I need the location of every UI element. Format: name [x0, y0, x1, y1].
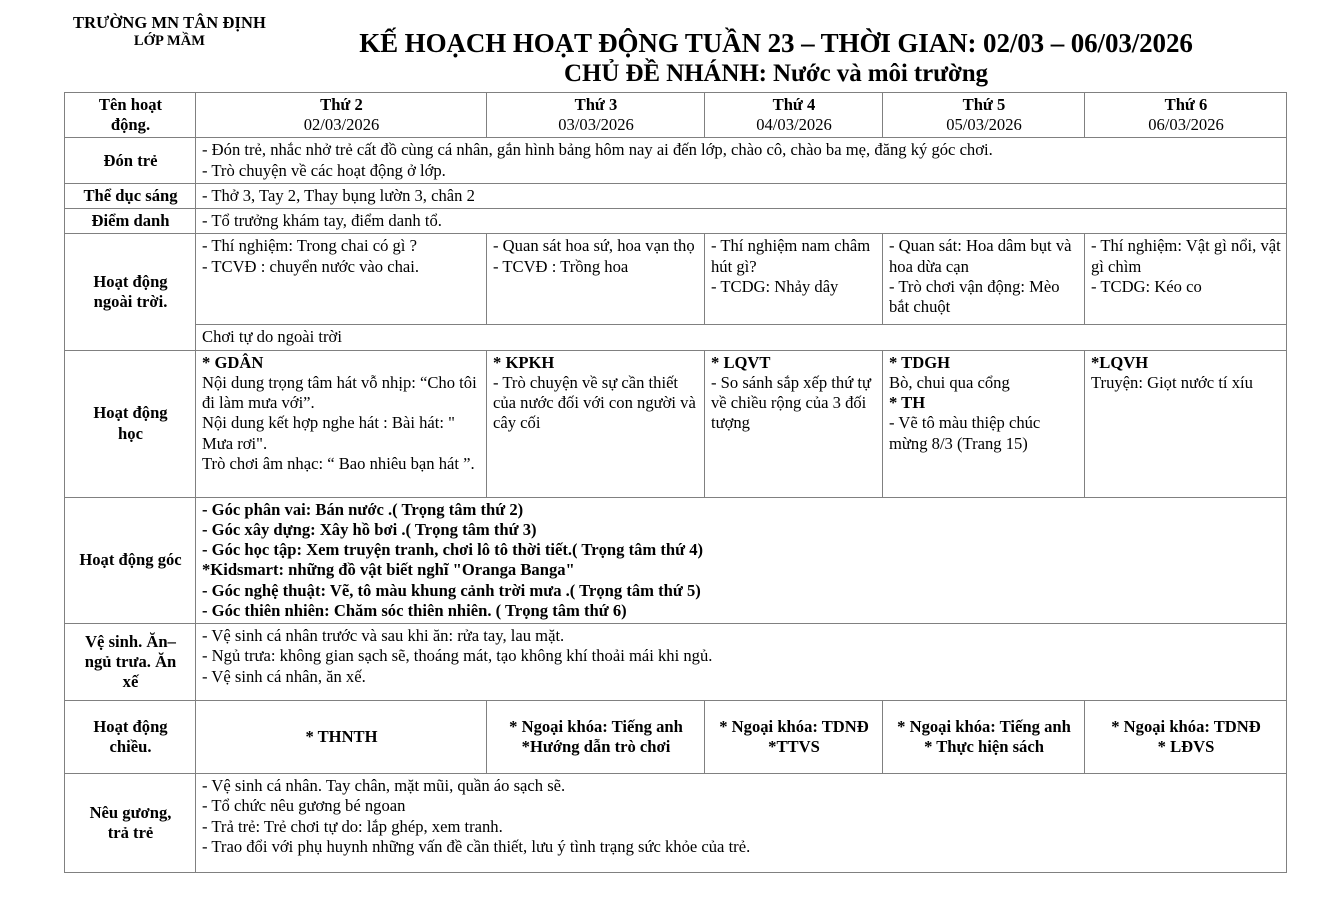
don-tre-line-1: - Đón trẻ, nhắc nhở trẻ cất đồ cùng cá nhân, gắn hình bảng hôm nay ai đến lớp, chào cô, chào ba mẹ, đăng ký góc chơi.	[202, 140, 993, 160]
table-row-neu-guong	[65, 774, 1287, 873]
table-row-hoat-dong-hoc	[65, 350, 1287, 497]
cell-hoc-day-3: * LQVT - So sánh sắp xếp thứ tự về chiều rộng của 3 đối tượng	[705, 350, 883, 497]
cell-ngoai-troi-day-1: - Thí nghiệm: Trong chai có gì ? - TCVĐ : chuyển nước vào chai.	[196, 234, 487, 325]
table-row-free-play	[65, 325, 1287, 350]
column-header-day-1: Thứ 2 02/03/2026	[196, 93, 487, 138]
row-label-hoat-dong-goc: Hoạt động góc	[65, 497, 196, 623]
school-identity-block	[62, 13, 277, 51]
column-header-day-4: Thứ 5 05/03/2026	[883, 93, 1085, 138]
cell-hoc-day-5: *LQVH Truyện: Giọt nước tí xíu	[1085, 350, 1287, 497]
cell-free-play: Chơi tự do ngoài trời	[196, 325, 1287, 350]
cell-chieu-day-1: * THNTH	[196, 701, 487, 774]
school-name: TRƯỜNG MN TÂN ĐỊNH	[73, 13, 266, 32]
cell-ngoai-troi-day-3: - Thí nghiệm nam châm hút gì? - TCDG: Nhảy dây	[705, 234, 883, 325]
cell-the-duc-sang-content: - Thở 3, Tay 2, Thay bụng lườn 3, chân 2	[196, 183, 1287, 208]
class-name: LỚP MẦM	[133, 33, 206, 50]
column-header-day-3: Thứ 4 04/03/2026	[705, 93, 883, 138]
cell-chieu-day-4: * Ngoại khóa: Tiếng anh * Thực hiện sách	[883, 701, 1085, 774]
table-row-don-tre	[65, 138, 1287, 183]
cell-ngoai-troi-day-4: - Quan sát: Hoa dâm bụt và hoa dừa cạn - Trò chơi vận động: Mèo bắt chuột	[883, 234, 1085, 325]
row-label-ngoai-troi: Hoạt động ngoài trời.	[65, 234, 196, 350]
cell-chieu-day-5: * Ngoại khóa: TDNĐ * LĐVS	[1085, 701, 1287, 774]
table-row-ve-sinh	[65, 624, 1287, 701]
column-header-activity-name: Tên hoạt động.	[65, 93, 196, 138]
row-label-the-duc-sang: Thể dục sáng	[65, 183, 196, 208]
table-header-row	[65, 93, 1287, 138]
don-tre-line-2: - Trò chuyện về các hoạt động ở lớp.	[202, 160, 446, 180]
cell-hoc-day-1: * GDÂN Nội dung trọng tâm hát vỗ nhịp: “Cho tôi đi làm mưa với”. Nội dung kết hợp nghe hát : Bài hát: " Mưa rơi". Trò chơi âm nhạc: “ Bao nhiêu bạn hát ”.	[196, 350, 487, 497]
cell-neu-guong-content: - Vệ sinh cá nhân. Tay chân, mặt mũi, quần áo sạch sẽ. - Tổ chức nêu gương bé ngoan - Trả trẻ: Trẻ chơi tự do: lắp ghép, xem tranh. - Trao đổi với phụ huynh những vấn đề cần thiết, lưu ý tình trạng sức khỏe của trẻ.	[196, 774, 1287, 873]
row-label-neu-guong: Nêu gương, trả trẻ	[65, 774, 196, 873]
page-subtitle: CHỦ ĐỀ NHÁNH: Nước và môi trường	[564, 60, 988, 88]
document-header	[0, 0, 1320, 86]
cell-hoc-day-4: * TDGH Bò, chui qua cổng * TH - Vẽ tô màu thiệp chúc mừng 8/3 (Trang 15)	[883, 350, 1085, 497]
cell-ngoai-troi-day-2: - Quan sát hoa sứ, hoa vạn thọ - TCVĐ : Trồng hoa	[487, 234, 705, 325]
row-label-hoat-dong-hoc: Hoạt động học	[65, 350, 196, 497]
table-row-hoat-dong-goc	[65, 497, 1287, 623]
document-title-block	[262, 28, 1290, 88]
column-header-day-5: Thứ 6 06/03/2026	[1085, 93, 1287, 138]
row-label-hoat-dong-chieu: Hoạt động chiều.	[65, 701, 196, 774]
row-label-don-tre: Đón trẻ	[65, 138, 196, 183]
row-label-ve-sinh: Vệ sinh. Ăn– ngủ trưa. Ăn xế	[65, 624, 196, 701]
cell-don-tre-content	[196, 138, 1287, 183]
cell-chieu-day-2: * Ngoại khóa: Tiếng anh *Hướng dẫn trò chơi	[487, 701, 705, 774]
table-row-diem-danh	[65, 209, 1287, 234]
table-row-ngoai-troi	[65, 234, 1287, 325]
row-label-diem-danh: Điểm danh	[65, 209, 196, 234]
page-title: KẾ HOẠCH HOẠT ĐỘNG TUẦN 23 – THỜI GIAN: 02/03 – 06/03/2026	[359, 28, 1193, 58]
cell-diem-danh-content: - Tổ trưởng khám tay, điểm danh tổ.	[196, 209, 1287, 234]
cell-hoat-dong-goc-content: - Góc phân vai: Bán nước .( Trọng tâm thứ 2) - Góc xây dựng: Xây hồ bơi .( Trọng tâm thứ 3) - Góc học tập: Xem truyện tranh, chơi lô tô thời tiết.( Trọng tâm thứ 4) *Kidsmart: những đồ vật biết nghĩ "Oranga Banga" - Góc nghệ thuật: Vẽ, tô màu khung cảnh trời mưa .( Trọng tâm thứ 5) - Góc thiên nhiên: Chăm sóc thiên nhiên. ( Trọng tâm thứ 6)	[196, 497, 1287, 623]
column-header-day-2: Thứ 3 03/03/2026	[487, 93, 705, 138]
cell-hoc-day-2: * KPKH - Trò chuyện về sự cần thiết của nước đối với con người và cây cối	[487, 350, 705, 497]
cell-chieu-day-3: * Ngoại khóa: TDNĐ *TTVS	[705, 701, 883, 774]
table-row-hoat-dong-chieu	[65, 701, 1287, 774]
table-row-the-duc-sang	[65, 183, 1287, 208]
weekly-plan-table	[64, 92, 1287, 873]
cell-ve-sinh-content: - Vệ sinh cá nhân trước và sau khi ăn: rửa tay, lau mặt. - Ngủ trưa: không gian sạch sẽ, thoáng mát, tạo không khí thoải mái khi ngủ. - Vệ sinh cá nhân, ăn xế.	[196, 624, 1287, 701]
cell-ngoai-troi-day-5: - Thí nghiệm: Vật gì nổi, vật gì chìm - TCDG: Kéo co	[1085, 234, 1287, 325]
